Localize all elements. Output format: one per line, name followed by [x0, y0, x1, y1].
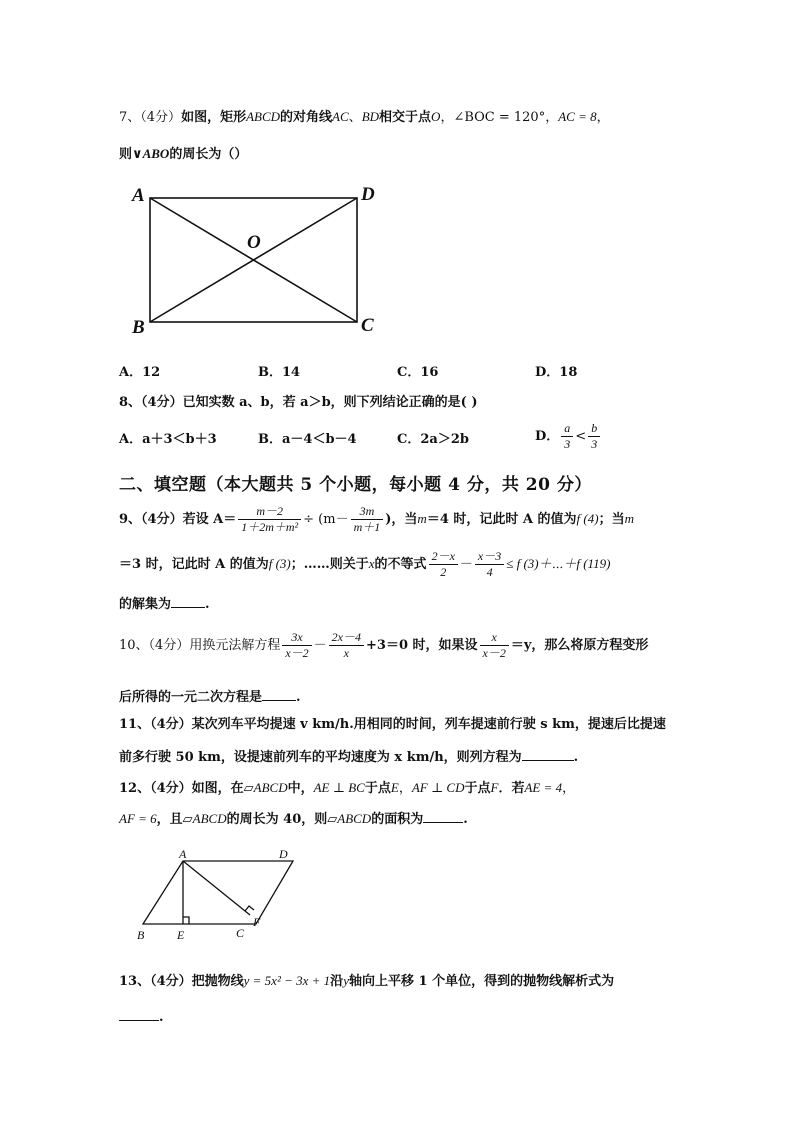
altitude-af	[183, 861, 250, 915]
q7-option-d: D．18	[535, 365, 578, 380]
q7-option-b: B．14	[258, 365, 301, 380]
label-a: A	[132, 185, 145, 206]
q7-line1: 7、（4分）如图，矩形ABCD的对角线AC、BD相交于点O，∠BOC = 120°，AC = 8，	[119, 109, 610, 125]
q9-line2: ＝3 时，记此时 A 的值为f (3)；……则关于x的不等式 $\frac{2-x}{2}$ － $\frac{x-3}{4}$ ≤ f (3)＋⋯＋f (119)	[119, 549, 611, 579]
q7-option-c: C．16	[397, 365, 439, 380]
q10-line2: 后所得的一元二次方程是 .	[119, 690, 301, 705]
q8-stem: 8、（4分）已知实数 a、b，若 a＞b，则下列结论正确的是( )	[119, 395, 478, 410]
q9-line3: 的解集为 .	[119, 597, 210, 612]
label-f: F	[253, 915, 261, 929]
answer-blank[interactable]	[522, 748, 574, 761]
q10-line1: 10、（4分）用换元法解方程 $\frac{3x}{x-2}$ － $\frac{2x-4}{x}$ +3＝0 时，如果设 $\frac{x}{x-2}$ ＝y，那么将原方程变形	[119, 630, 649, 660]
q13-line2: .	[119, 1008, 164, 1027]
q11-line1: 11、（4分）某次列车平均提速 v km/h.用相同的时间，列车提速前行驶 s km，提速后比提速	[119, 717, 666, 732]
q12-line1: 12、（4分）如图，在▱ABCD中，AE ⊥ BC于点E，AF ⊥ CD于点F．若AE = 4，	[119, 780, 576, 796]
parallelogram-abcd	[143, 861, 293, 924]
q8-option-a: A．a＋3＜b＋3	[119, 432, 217, 447]
label-o: O	[247, 232, 261, 253]
label-d: D	[279, 847, 288, 861]
label-a: A	[179, 847, 187, 861]
q11-line2: 前多行驶 50 km，设提速前列车的平均速度为 x km/h，则列方程为 .	[119, 750, 579, 765]
q12-line2: AF = 6，且▱ABCD的周长为 40，则▱ABCD的面积为 .	[119, 811, 468, 827]
q13-line1: 13、（4分）把抛物线y = 5x² − 3x + 1沿y轴向上平移 1 个单位，得到的抛物线解析式为	[119, 973, 615, 989]
answer-blank[interactable]	[171, 595, 205, 608]
q9-line1: 9、（4分）若设 A＝ $\frac{m-2}{\text{1＋2m＋m²}}$ ÷ (m－ $\frac{3m}{m+1}$ )，当m＝4 时，记此时 A 的值为f (4)；当m	[119, 504, 634, 534]
q7-line2: 则∨ABO的周长为（）	[119, 146, 248, 162]
label-c: C	[236, 926, 245, 940]
section-title: 二、填空题（本大题共 5 个小题，每小题 4 分，共 20 分）	[119, 475, 592, 495]
right-angle-e	[183, 917, 189, 924]
label-e: E	[177, 928, 185, 942]
right-angle-f	[245, 906, 254, 911]
answer-blank[interactable]	[262, 688, 296, 701]
label-b: B	[132, 317, 145, 338]
parallelogram-figure	[130, 845, 310, 945]
q8-option-d: D． $\frac{a}{3}$ < $\frac{b}{3}$	[535, 422, 602, 451]
label-b: B	[137, 928, 145, 942]
answer-blank[interactable]	[119, 1008, 159, 1021]
q8-option-b: B．a－4＜b－4	[258, 432, 357, 447]
q7-option-a: A．12	[119, 365, 161, 380]
rectangle-figure	[120, 175, 390, 340]
label-d: D	[361, 184, 375, 205]
q8-option-c: C．2a＞2b	[397, 432, 469, 447]
answer-blank[interactable]	[423, 810, 463, 823]
label-c: C	[361, 315, 374, 336]
